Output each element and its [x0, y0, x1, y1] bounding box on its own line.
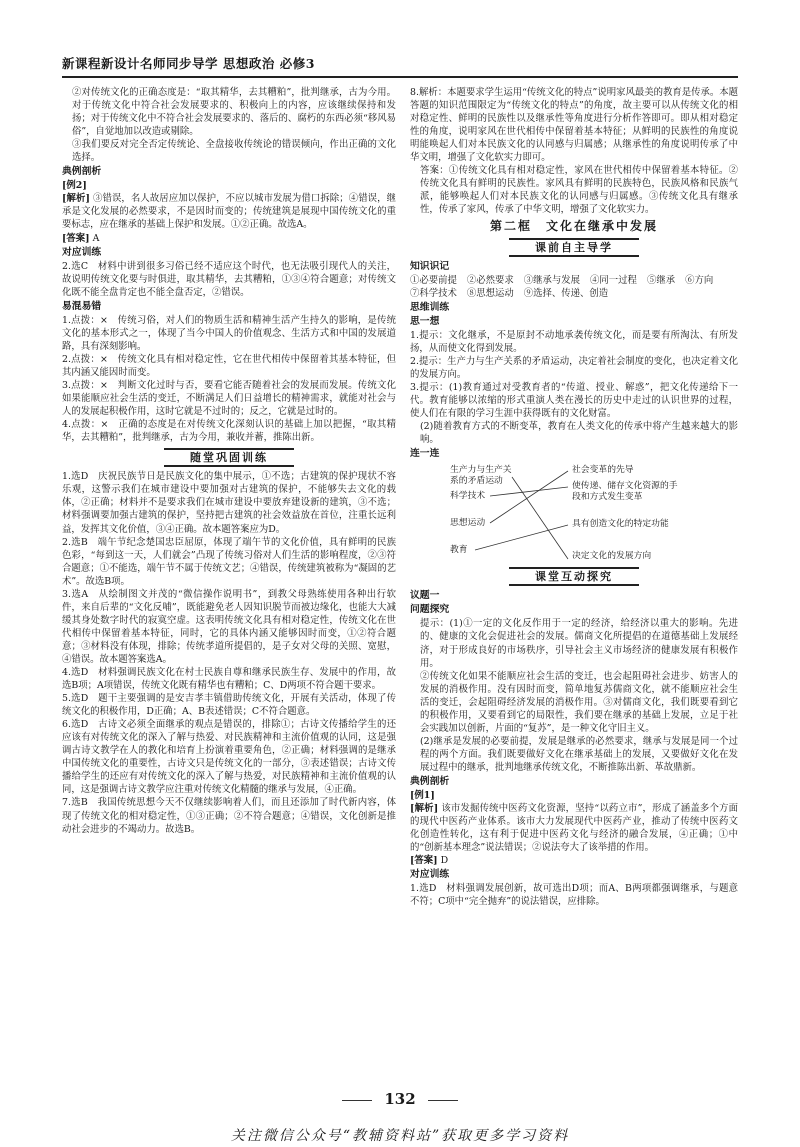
answer-line: [410, 854, 738, 867]
page-number: 132: [0, 1090, 800, 1108]
analysis-paragraph: [410, 802, 738, 854]
section-label: 连一连: [410, 448, 440, 460]
knowledge-item: ③继承与发展: [523, 274, 581, 286]
answer-label: [答案]: [410, 855, 438, 867]
tip-item: 3.点拨：× 判断文化过时与否，要看它能否随着社会的发展而发展。传统文化如果能顺应社会生活的变迁，不断满足人们日益增长的精神需求，就能对社会与人的发展起积极作用，这时它就是不过时的；反之，它就是过时的。: [62, 380, 396, 418]
diagram-right-item: 社会变革的先导: [572, 465, 634, 476]
probe-item: ②传统文化如果不能顺应社会生活的变迁，也会起阻碍社会进步、妨害人的发展的消极作用。没有因时而变，简单地复苏儒商文化，就不能顺应社会生活的变迁，会起阻碍经济发展的消极作用。③对儒商文化，我们既要看到它的积极作用，又要看到它的局限性，我们要在继承的基础上发展，立足于社会实践加以创新，片面的“复苏”，是一种文化守旧主义。: [420, 670, 738, 734]
paragraph: ②对传统文化的正确态度是：“取其精华，去其糟粕”，批判继承，古为今用。对于传统文化中符合社会发展要求的、积极向上的内容，应该继续保持和发扬；对于传统文化中不符合社会发展要求的、落后的、腐朽的东西必须“移风易俗”，自觉地加以改造或剔除。: [72, 87, 396, 138]
answer-item: 7.选B 我国传统思想今天不仅继续影响着人们，而且还添加了时代新内容，体现了传统文化的相对稳定性，①③正确；②不符合题意；④错误，文化创新是推动社会进步的不竭动力。故选B。: [62, 797, 396, 835]
section-label: 知识识记: [410, 260, 450, 272]
section-banner: 课堂互动探究: [509, 567, 639, 586]
analysis-text: ③错误，名人故居应加以保护，不应以城市发展为借口拆除；④错误，继承是文化发展的必然要求，不是因时而变的；传统建筑是展现中国传统文化的重要标志，应在继承的基础上保护和发展。①②正确。故选A。: [62, 193, 396, 231]
paragraph: 2.选C 材料中讲到很多习俗已经不适应这个时代，也无法吸引现代人的关注，故说明传统文化要与时俱进，取其精华，去其糟粕，①③④符合题意；对传统文化既不能全盘肯定也不能全盘否定，②错误。: [62, 260, 396, 298]
analysis-label: [解析]: [410, 803, 439, 815]
diagram-right-item: 决定文化的发展方向: [572, 551, 652, 562]
section-label: 对应训练: [410, 869, 450, 881]
diagram-left-item: 思想运动: [450, 518, 486, 529]
paragraph: 1.选D 材料强调发展创新，故可选出D项；而A、B两项都强调继承，与题意不符；C项中“完全抛弃”的说法错误，应排除。: [410, 883, 738, 908]
diagram-left-item: 教育: [450, 545, 468, 556]
answer-label: [答案]: [62, 232, 90, 244]
diagram-right-item: 具有创造文化的特定功能: [572, 519, 669, 530]
knowledge-item: ⑧思想运动: [466, 287, 514, 299]
section-banner: 课前自主导学: [509, 238, 639, 257]
knowledge-item: ⑦科学技术: [410, 287, 457, 299]
section-title: 第二框 文化在继承中发展: [489, 219, 658, 234]
knowledge-list: [410, 274, 738, 300]
analysis-paragraph: [62, 192, 396, 231]
analysis-text: 该市发掘传统中医药文化资源，坚持“以药立市”，形成了涵盖多个方面的现代中医药产业体系。该市大力发展现代中医药产业，推动了传统中医药文化创造性转化，这有利于促进中医药文化与经济的融合发展，④正确；①中的“创新基本理念”说法错误；②说法夸大了该举措的作用。: [410, 803, 738, 854]
diagram-left-item: 科学技术: [450, 491, 486, 502]
diagram-right-item: 使传递、储存文化资源的手段和方式发生变革: [572, 481, 678, 503]
knowledge-item: ⑨选择、传递、创造: [523, 287, 609, 299]
diagram-left-item: 生产力与生产关系的矛盾运动: [450, 465, 512, 487]
section-label: 对应训练: [62, 246, 102, 258]
section-label: 思一想: [410, 315, 440, 327]
probe-item: (2)继承是发展的必要前提，发展是继承的必然要求，继承与发展是同一个过程的两个方面。我们既要做好文化在继承基础上的发展，又要做好文化在发展过程中的继承，批判地继承传统文化，不断推陈出新、革故鼎新。: [420, 735, 738, 773]
header-divider: [62, 76, 738, 78]
knowledge-item: ⑥方向: [685, 274, 714, 286]
example-label: [例2]: [62, 180, 87, 192]
answer-value: A: [92, 232, 100, 244]
answer-item: 6.选D 古诗文必须全面继承的观点是错误的，排除①；古诗文传播给学生的还应该有对传统文化的深入了解与热爱、对民族精神和主流价值观的认同，这是强调古诗文教学在人的教化和培育上扮演着重要角色，②正确；材料强调的是继承中国传统文化的重要性，古诗文只是传统文化的一部分，③表述错误；古诗文传播给学生的还应有对传统文化的深入了解与热爱，对民族精神和主流价值观的认同，这是强调古诗文教学应注重对传统文化精髓的继承与发展，④正确。: [62, 719, 396, 796]
example-label: [例1]: [410, 790, 435, 802]
hint-item: 3.提示：(1)教育通过对受教育者的“传道、授业、解惑”，把文化传递给下一代。教育能够以浓缩的形式重演人类在漫长的历史中走过的认识世界的过程，使人们在有限的学习生涯中获得既有的文化财富。: [410, 381, 738, 420]
matching-diagram: [410, 463, 738, 563]
paragraph: 8.解析：本题要求学生运用“传统文化的特点”说明家风最美的教育是传承。本题答题的知识范围限定为“传统文化的特点”的角度，故主要可以从传统文化的相对稳定性、鲜明的民族性以及继承性等角度进行分析作答即可。即从相对稳定性的角度，说明家风在世代相传中保留着基本特征；从鲜明的民族性的角度说明能唤起人们对本民族文化的认同感与归属感；从继承性的角度说明传承了中华文明，增强了文化软实力即可。: [410, 87, 738, 164]
section-label: 典例剖析: [62, 166, 102, 178]
section-label: 易混易错: [62, 300, 102, 312]
section-label: 议题一: [410, 590, 440, 602]
answer-item: 5.选D 题干主要强调的是安吉孝丰镇借助传统文化，开展有关活动，体现了传统文化的积极作用，D正确；A、B表述错误；C不符合题意。: [62, 693, 396, 718]
answer-line: [62, 232, 396, 245]
footer-note: 关注微信公众号“教辅资料站”获取更多学习资料: [230, 1128, 570, 1144]
hint-item: (2)随着教育方式的不断变革，教育在人类文化的传承中将产生越来越大的影响。: [420, 421, 738, 446]
match-line: [475, 525, 568, 550]
section-label: 思维训练: [410, 301, 450, 313]
page-header: 新课程新设计名师同步导学 思想政治 必修3: [62, 56, 315, 71]
match-line: [490, 487, 568, 496]
answer-item: 1.选D 庆祝民族节日是民族文化的集中展示，①不选；古建筑的保护现状不容乐观，这警示我们在城市建设中要加强对古建筑的保护，不能够失去文化的载体，②正确；材料并不是要求我们在城市建设中要放弃建设新的建筑，③不选；材料强调要加强古建筑的保护，坚持把古建筑的社会效益放在首位，注重长远利益，发挥其文化价值，③④正确。故本题答案应为D。: [62, 471, 396, 535]
tip-item: 4.点拨：× 正确的态度是在对传统文化深刻认识的基础上加以把握，“取其精华，去其糟粕”，批判继承，古为今用，兼收并蓄，推陈出新。: [62, 419, 396, 444]
tip-item: 1.点拨：× 传统习俗，对人们的物质生活和精神生活产生持久的影响，是传统文化的基本形式之一，体现了当今中国人的价值观念、生活方式和中国的发展道路，具有深刻影响。: [62, 314, 396, 352]
probe-item: 提示：(1)①一定的文化反作用于一定的经济，给经济以重大的影响。先进的、健康的文化会促进社会的发展。儒商文化所提倡的在道德基础上发展经济，对于形成良好的市场秩序，引导社会主义市场经济的健康发展有积极作用。: [420, 618, 738, 669]
knowledge-item: ①必要前提: [410, 274, 457, 286]
knowledge-item: ⑤继承: [646, 274, 676, 286]
hint-item: 2.提示：生产力与生产关系的矛盾运动，决定着社会制度的变化，也决定着文化的发展方向。: [410, 355, 738, 380]
section-label: 问题探究: [410, 604, 450, 616]
answer-value: D: [440, 855, 449, 867]
answer-item: 4.选D 材料强调民族文化在村士民族自尊和继承民族生存、发展中的作用，故选B项；A项错误，传统文化既有精华也有糟粕；C、D两项不符合题干要求。: [62, 667, 396, 692]
paragraph: 答案：①传统文化具有相对稳定性，家风在世代相传中保留着基本特征。②传统文化具有鲜明的民族性。家风具有鲜明的民族特色，民族风格和民族气派，能够唤起人们对本民族文化的认同感与归属感。③传统文化具有继承性，传承了家风，传承了中华文明，增强了文化软实力。: [420, 165, 738, 216]
answer-item: 2.选B 端午节纪念楚国忠臣屈原，体现了端午节的文化价值，具有鲜明的民族色彩，“每到这一天，人们就会”凸现了传统习俗对人们生活的影响程度，②③符合题意；①不能选，端午节不属于传统文艺；④错误，传统建筑被称为“凝固的艺术”。故选B项。: [62, 536, 396, 587]
left-column: [62, 86, 396, 836]
answer-item: 3.选A 从绘制图文并茂的“微信操作说明书”，到教父母熟练使用各种出行软件，来自后辈的“文化反哺”，既能避免老人因知识脱节而被边缘化，也能大大减缓其身处数字时代的寂寞空虚。这表明传统文化具有相对稳定性，传统文化在世代相传中保留着基本特征，同时，它的具体内涵又能够因时而变，①②符合题意；③材料没有体现，排除；传统孝道所提倡的，是子女对父母的关照、宽慰，④错误。故本题答案选A。: [62, 588, 396, 665]
tip-item: 2.点拨：× 传统文化具有相对稳定性，它在世代相传中保留着其基本特征，但其内涵又能因时而变。: [62, 353, 396, 378]
paragraph: ③我们要反对完全否定传统论、全盘接收传统论的错误倾向，作出正确的文化选择。: [72, 139, 396, 164]
right-column: [410, 86, 738, 908]
knowledge-item: ④同一过程: [590, 274, 637, 286]
knowledge-item: ②必然要求: [466, 274, 514, 286]
analysis-label: [解析]: [62, 193, 90, 205]
section-banner: 随堂巩固训练: [164, 448, 294, 467]
hint-item: 1.提示：文化继承，不是原封不动地承袭传统文化，而是要有所淘汰、有所发扬，从而使文化得到发展。: [410, 329, 738, 354]
section-label: 典例剖析: [410, 775, 450, 787]
